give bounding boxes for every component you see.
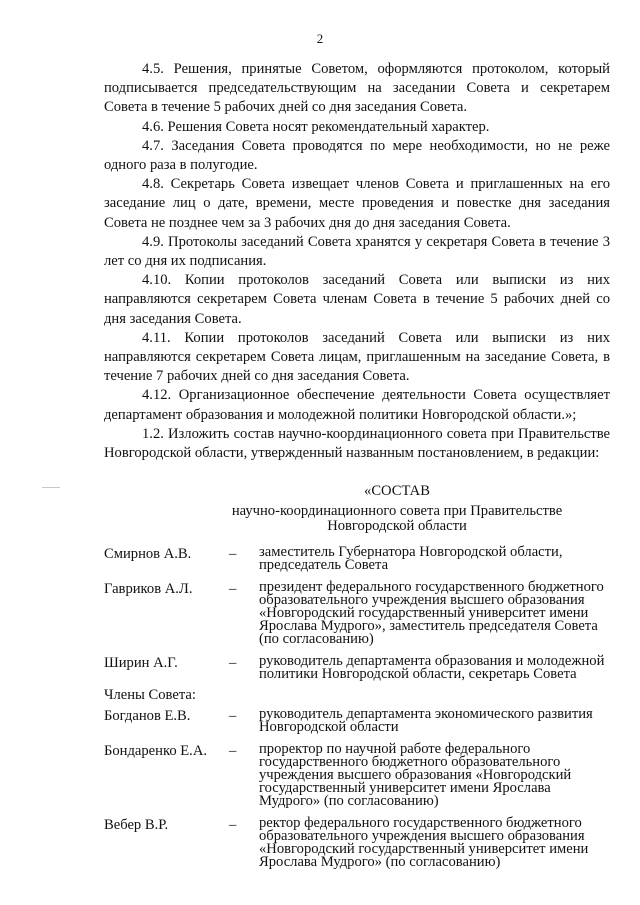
member-row bbox=[104, 708, 610, 734]
page-number: 2 bbox=[316, 31, 324, 46]
paragraph-4-11: 4.11. Копии протоколов заседаний Совета или выписки из них направляются секретарем Совета лицам, приглашенным на заседание Совета, в течение 7 рабочих дней со дня заседания Совета. bbox=[104, 329, 610, 385]
council-composition bbox=[104, 482, 610, 869]
member-name: Ширин А.Г. bbox=[104, 655, 178, 671]
member-row bbox=[104, 743, 610, 808]
member-dash: – bbox=[229, 743, 237, 759]
member-row bbox=[104, 581, 610, 646]
paragraph-4-9: 4.9. Протоколы заседаний Совета хранятся у секретаря Совета в течение 3 лет со дня их подписания. bbox=[104, 233, 610, 270]
member-row bbox=[104, 817, 610, 869]
member-name: Смирнов А.В. bbox=[104, 546, 192, 562]
member-dash: – bbox=[229, 817, 237, 833]
composition-subtitle-line-1: научно-координационного совета при Правительстве bbox=[231, 503, 563, 519]
scan-mark bbox=[42, 487, 60, 488]
member-dash: – bbox=[229, 655, 237, 671]
paragraph-4-12: 4.12. Организационное обеспечение деятельности Совета осуществляет департамент образования и молодежной политики Новгородской области.»; bbox=[104, 387, 610, 423]
member-dash: – bbox=[229, 581, 237, 597]
paragraph-1-2: 1.2. Изложить состав научно-координационного совета при Правительстве Новгородской области, утвержденный названным постановлением, в редакции: bbox=[104, 425, 610, 462]
member-role: президент федерального государственного бюджетного образовательного учреждения высшего образования «Новгородский государственный университет имени Ярослава Мудрого», заместитель председателя Совета (по согласованию) bbox=[259, 579, 604, 647]
member-name: Гавриков А.Л. bbox=[104, 581, 193, 597]
member-name: Бондаренко Е.А. bbox=[104, 743, 208, 759]
member-role: проректор по научной работе федерального государственного бюджетного образовательного учреждения высшего образования «Новгородский государственный университет имени Ярослава Мудрого» (по согласованию) bbox=[259, 741, 572, 809]
paragraph-4-8: 4.8. Секретарь Совета извещает членов Совета и приглашенных на его заседание лиц о дате, времени, месте проведения и повестке дня заседания Совета не позднее чем за 3 рабочих дня до дня заседания Совета. bbox=[104, 176, 610, 231]
member-name: Вебер В.Р. bbox=[104, 817, 169, 833]
member-name: Богданов Е.В. bbox=[104, 708, 191, 724]
member-role: заместитель Губернатора Новгородской области, председатель Совета bbox=[259, 544, 563, 573]
member-role: ректор федерального государственного бюджетного образовательного учреждения высшего образования «Новгородский государственный университет имени Ярослава Мудрого» (по согласованию) bbox=[259, 815, 589, 870]
member-row bbox=[104, 546, 610, 572]
paragraph-4-6: 4.6. Решения Совета носят рекомендательный характер. bbox=[142, 118, 490, 135]
paragraph-4-7: 4.7. Заседания Совета проводятся по мере необходимости, но не реже одного раза в полугодие. bbox=[104, 137, 610, 174]
member-role: руководитель департамента экономического развития Новгородской области bbox=[259, 706, 593, 735]
composition-subtitle bbox=[104, 504, 610, 534]
member-role: руководитель департамента образования и молодежной политики Новгородской области, секретарь Совета bbox=[259, 653, 605, 682]
composition-title: «СОСТАВ bbox=[364, 483, 430, 499]
member-dash: – bbox=[229, 708, 237, 724]
members-label: Члены Совета: bbox=[104, 687, 196, 703]
document-body bbox=[104, 60, 610, 463]
composition-subtitle-line-2: Новгородской области bbox=[327, 518, 467, 534]
member-dash: – bbox=[229, 546, 237, 562]
paragraph-4-5: 4.5. Решения, принятые Советом, оформляются протоколом, который подписывается председательствующим на заседании Совета и секретарем Совета в течение 5 рабочих дней со дня заседания Совета. bbox=[104, 61, 610, 116]
member-row bbox=[104, 655, 610, 681]
paragraph-4-10: 4.10. Копии протоколов заседаний Совета или выписки из них направляются секретарем Совета членам Совета в течение 5 рабочих дней со дня заседания Совета. bbox=[104, 272, 610, 327]
